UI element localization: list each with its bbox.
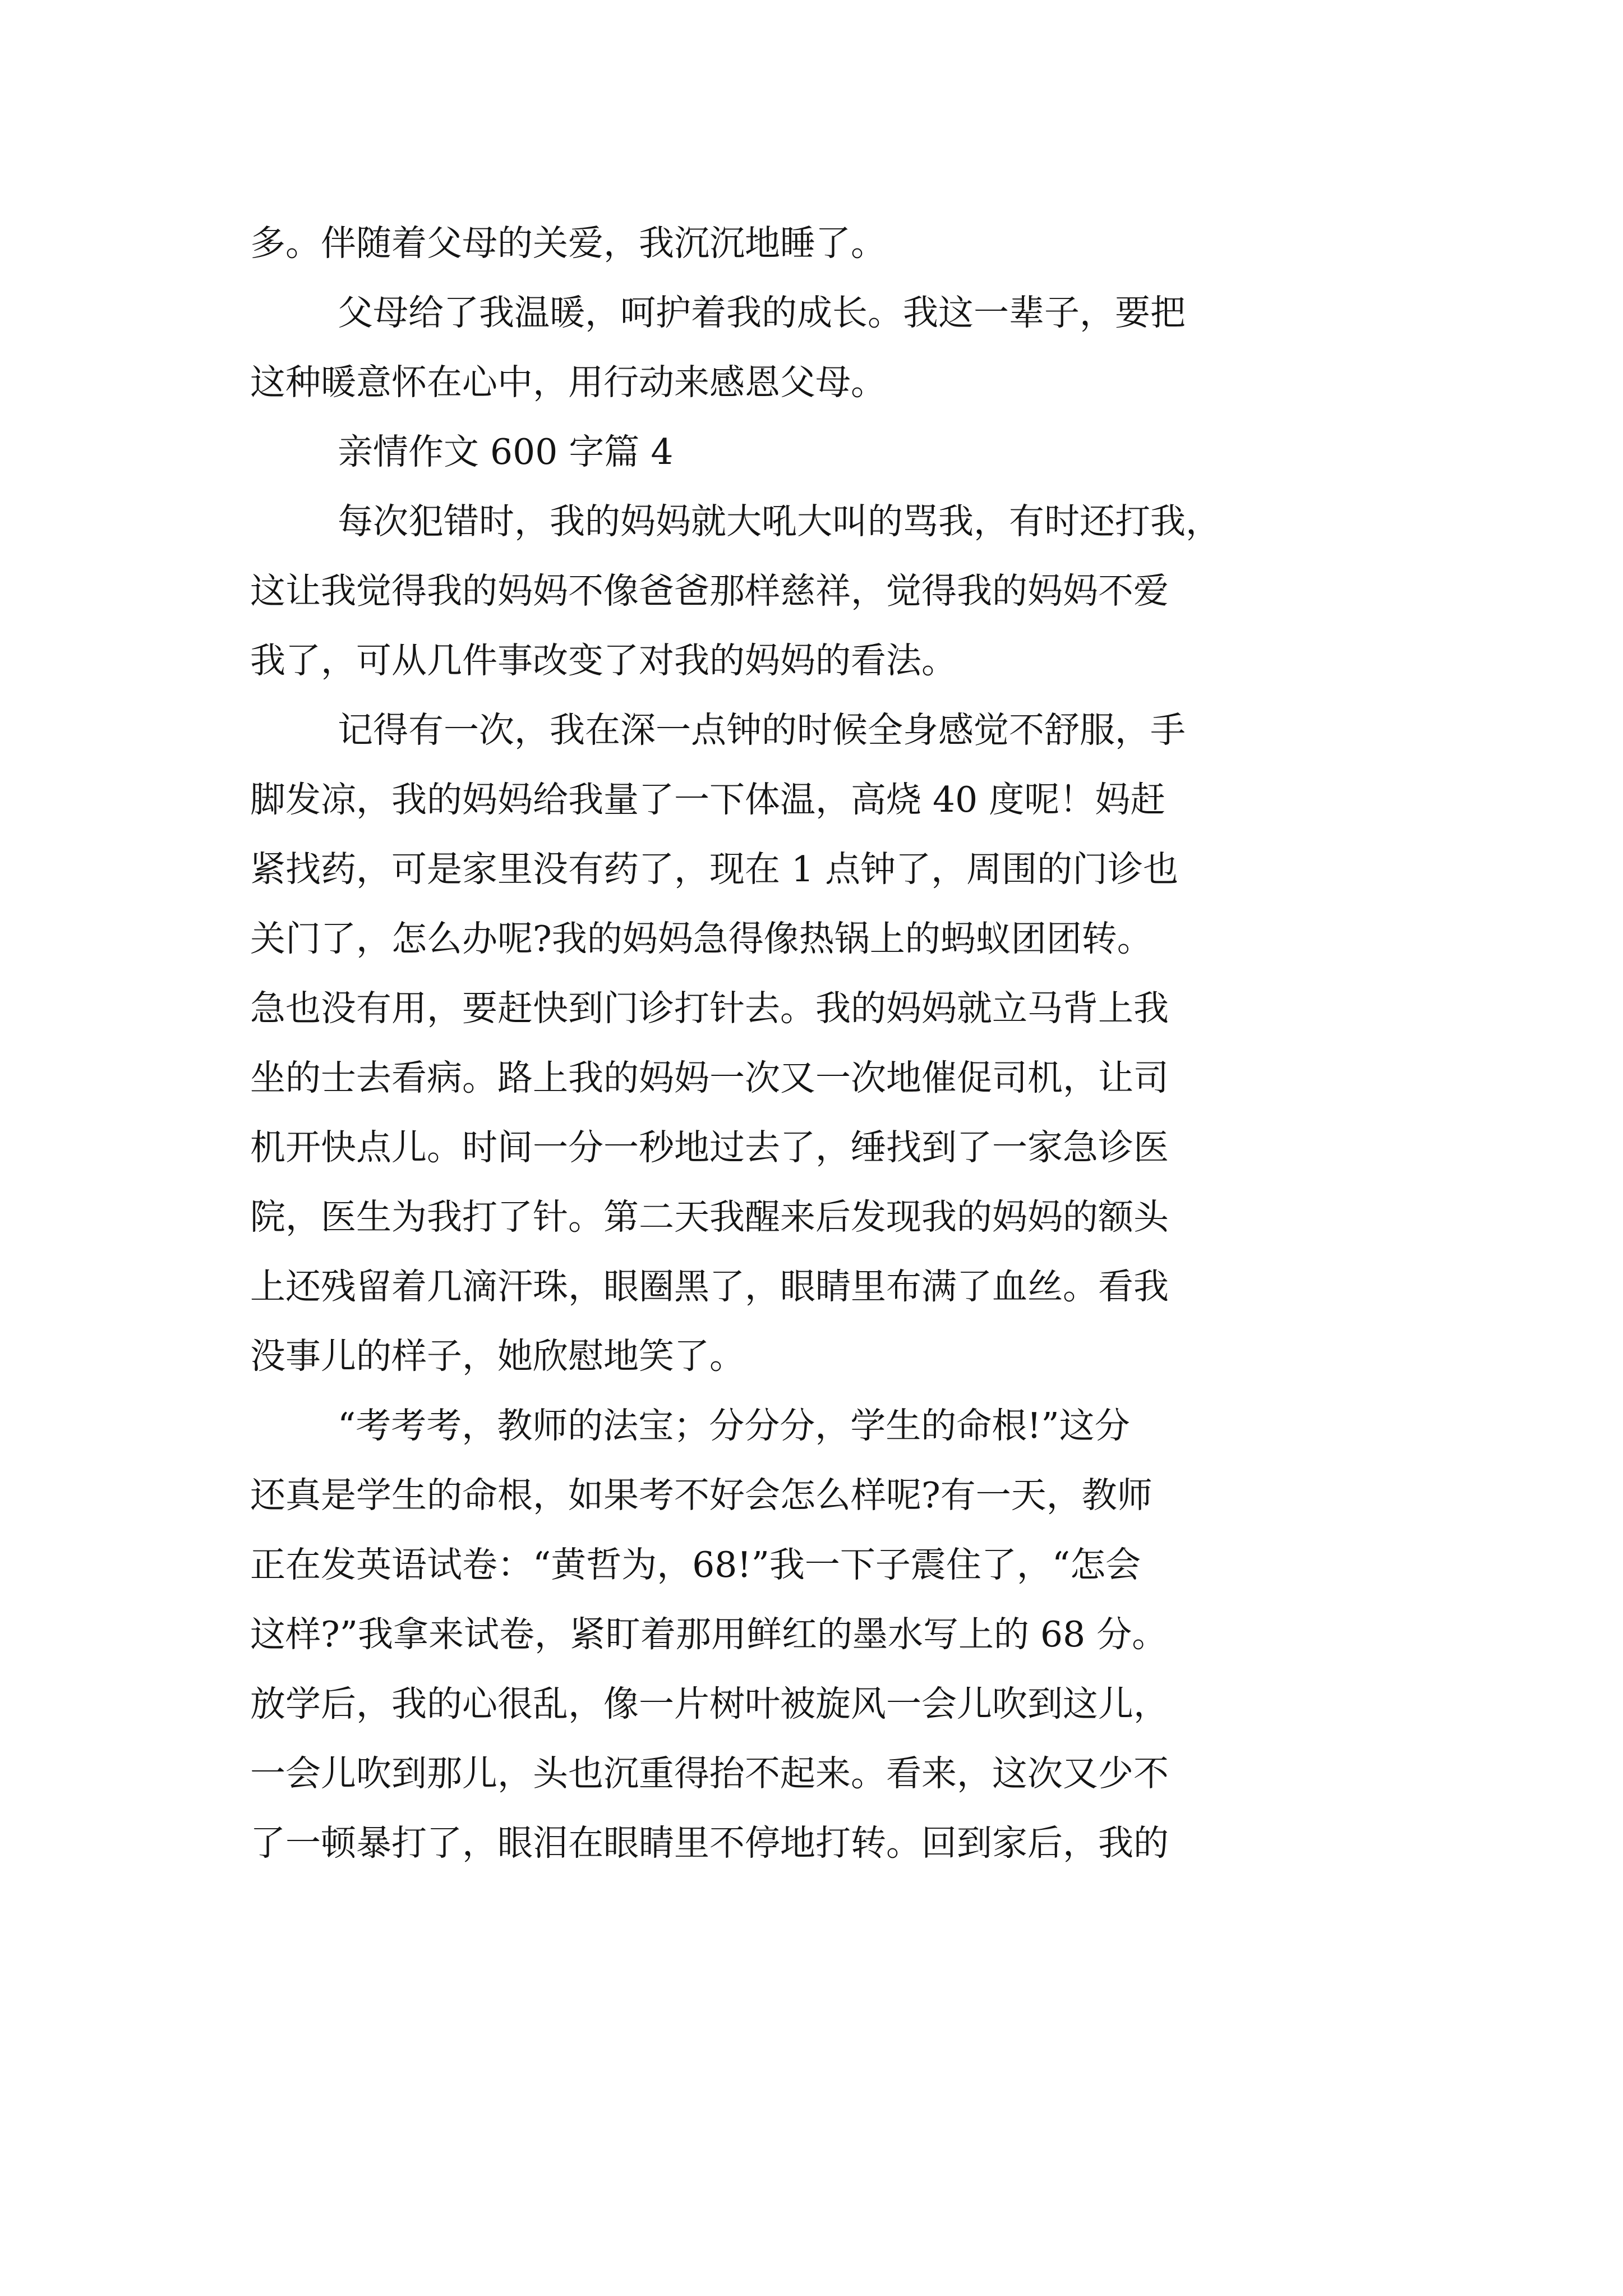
text-line: 脚发凉，我的妈妈给我量了一下体温，高烧 40 度呢！妈赶 <box>250 779 1166 820</box>
text-line: 机开快点儿。时间一分一秒地过去了，缍找到了一家急诊医 <box>250 1127 1169 1168</box>
text-line: 这种暖意怀在心中，用行动来感恩父母。 <box>250 362 886 403</box>
essay-text <box>250 209 1394 1878</box>
text-line: 放学后，我的心很乱，像一片树叶被旋风一会儿吹到这儿， <box>250 1683 1169 1724</box>
text-line: 父母给了我温暖，呵护着我的成长。我这一辈子，要把 <box>338 292 1186 333</box>
text-line: 紧找药，可是家里没有药了，现在 1 点钟了，周围的门诊也 <box>250 849 1179 890</box>
text-line: 坐的士去看病。路上我的妈妈一次又一次地催促司机，让司 <box>250 1057 1169 1098</box>
text-line: 还真是学生的命根，如果考不好会怎么样呢?有一天，教师 <box>250 1475 1152 1516</box>
text-line: 没事儿的样子，她欣慰地笑了。 <box>250 1336 745 1377</box>
text-line: 关门了，怎么办呢?我的妈妈急得像热锅上的蚂蚁团团转。 <box>250 918 1152 959</box>
text-line: 亲情作文 600 字篇 4 <box>338 431 674 472</box>
text-line: 每次犯错时，我的妈妈就大吼大叫的骂我，有时还打我， <box>338 501 1221 542</box>
text-line: 记得有一次，我在深一点钟的时候全身感觉不舒服，手 <box>338 710 1186 751</box>
text-line: 这让我觉得我的妈妈不像爸爸那样慈祥，觉得我的妈妈不爱 <box>250 570 1169 611</box>
text-line: 正在发英语试卷：“黄哲为，68!”我一下子震住了，“怎会 <box>250 1544 1141 1585</box>
text-line: 多。伴随着父母的关爱，我沉沉地睡了。 <box>250 223 886 264</box>
text-line: 急也没有用，要赶快到门诊打针去。我的妈妈就立马背上我 <box>250 988 1169 1029</box>
text-line: 了一顿暴打了，眼泪在眼睛里不停地打转。回到家后，我的 <box>250 1823 1169 1864</box>
text-line: 院，医生为我打了针。第二天我醒来后发现我的妈妈的额头 <box>250 1197 1169 1237</box>
text-line: 这样?”我拿来试卷，紧盯着那用鲜红的墨水写上的 68 分。 <box>250 1614 1168 1655</box>
text-line: 我了，可从几件事改变了对我的妈妈的看法。 <box>250 640 957 681</box>
text-line: “考考考，教师的法宝；分分分，学生的命根!”这分 <box>338 1405 1130 1446</box>
text-line: 一会儿吹到那儿，头也沉重得抬不起来。看来，这次又少不 <box>250 1753 1169 1794</box>
text-line: 上还残留着几滴汗珠，眼圈黑了，眼睛里布满了血丝。看我 <box>250 1266 1169 1307</box>
